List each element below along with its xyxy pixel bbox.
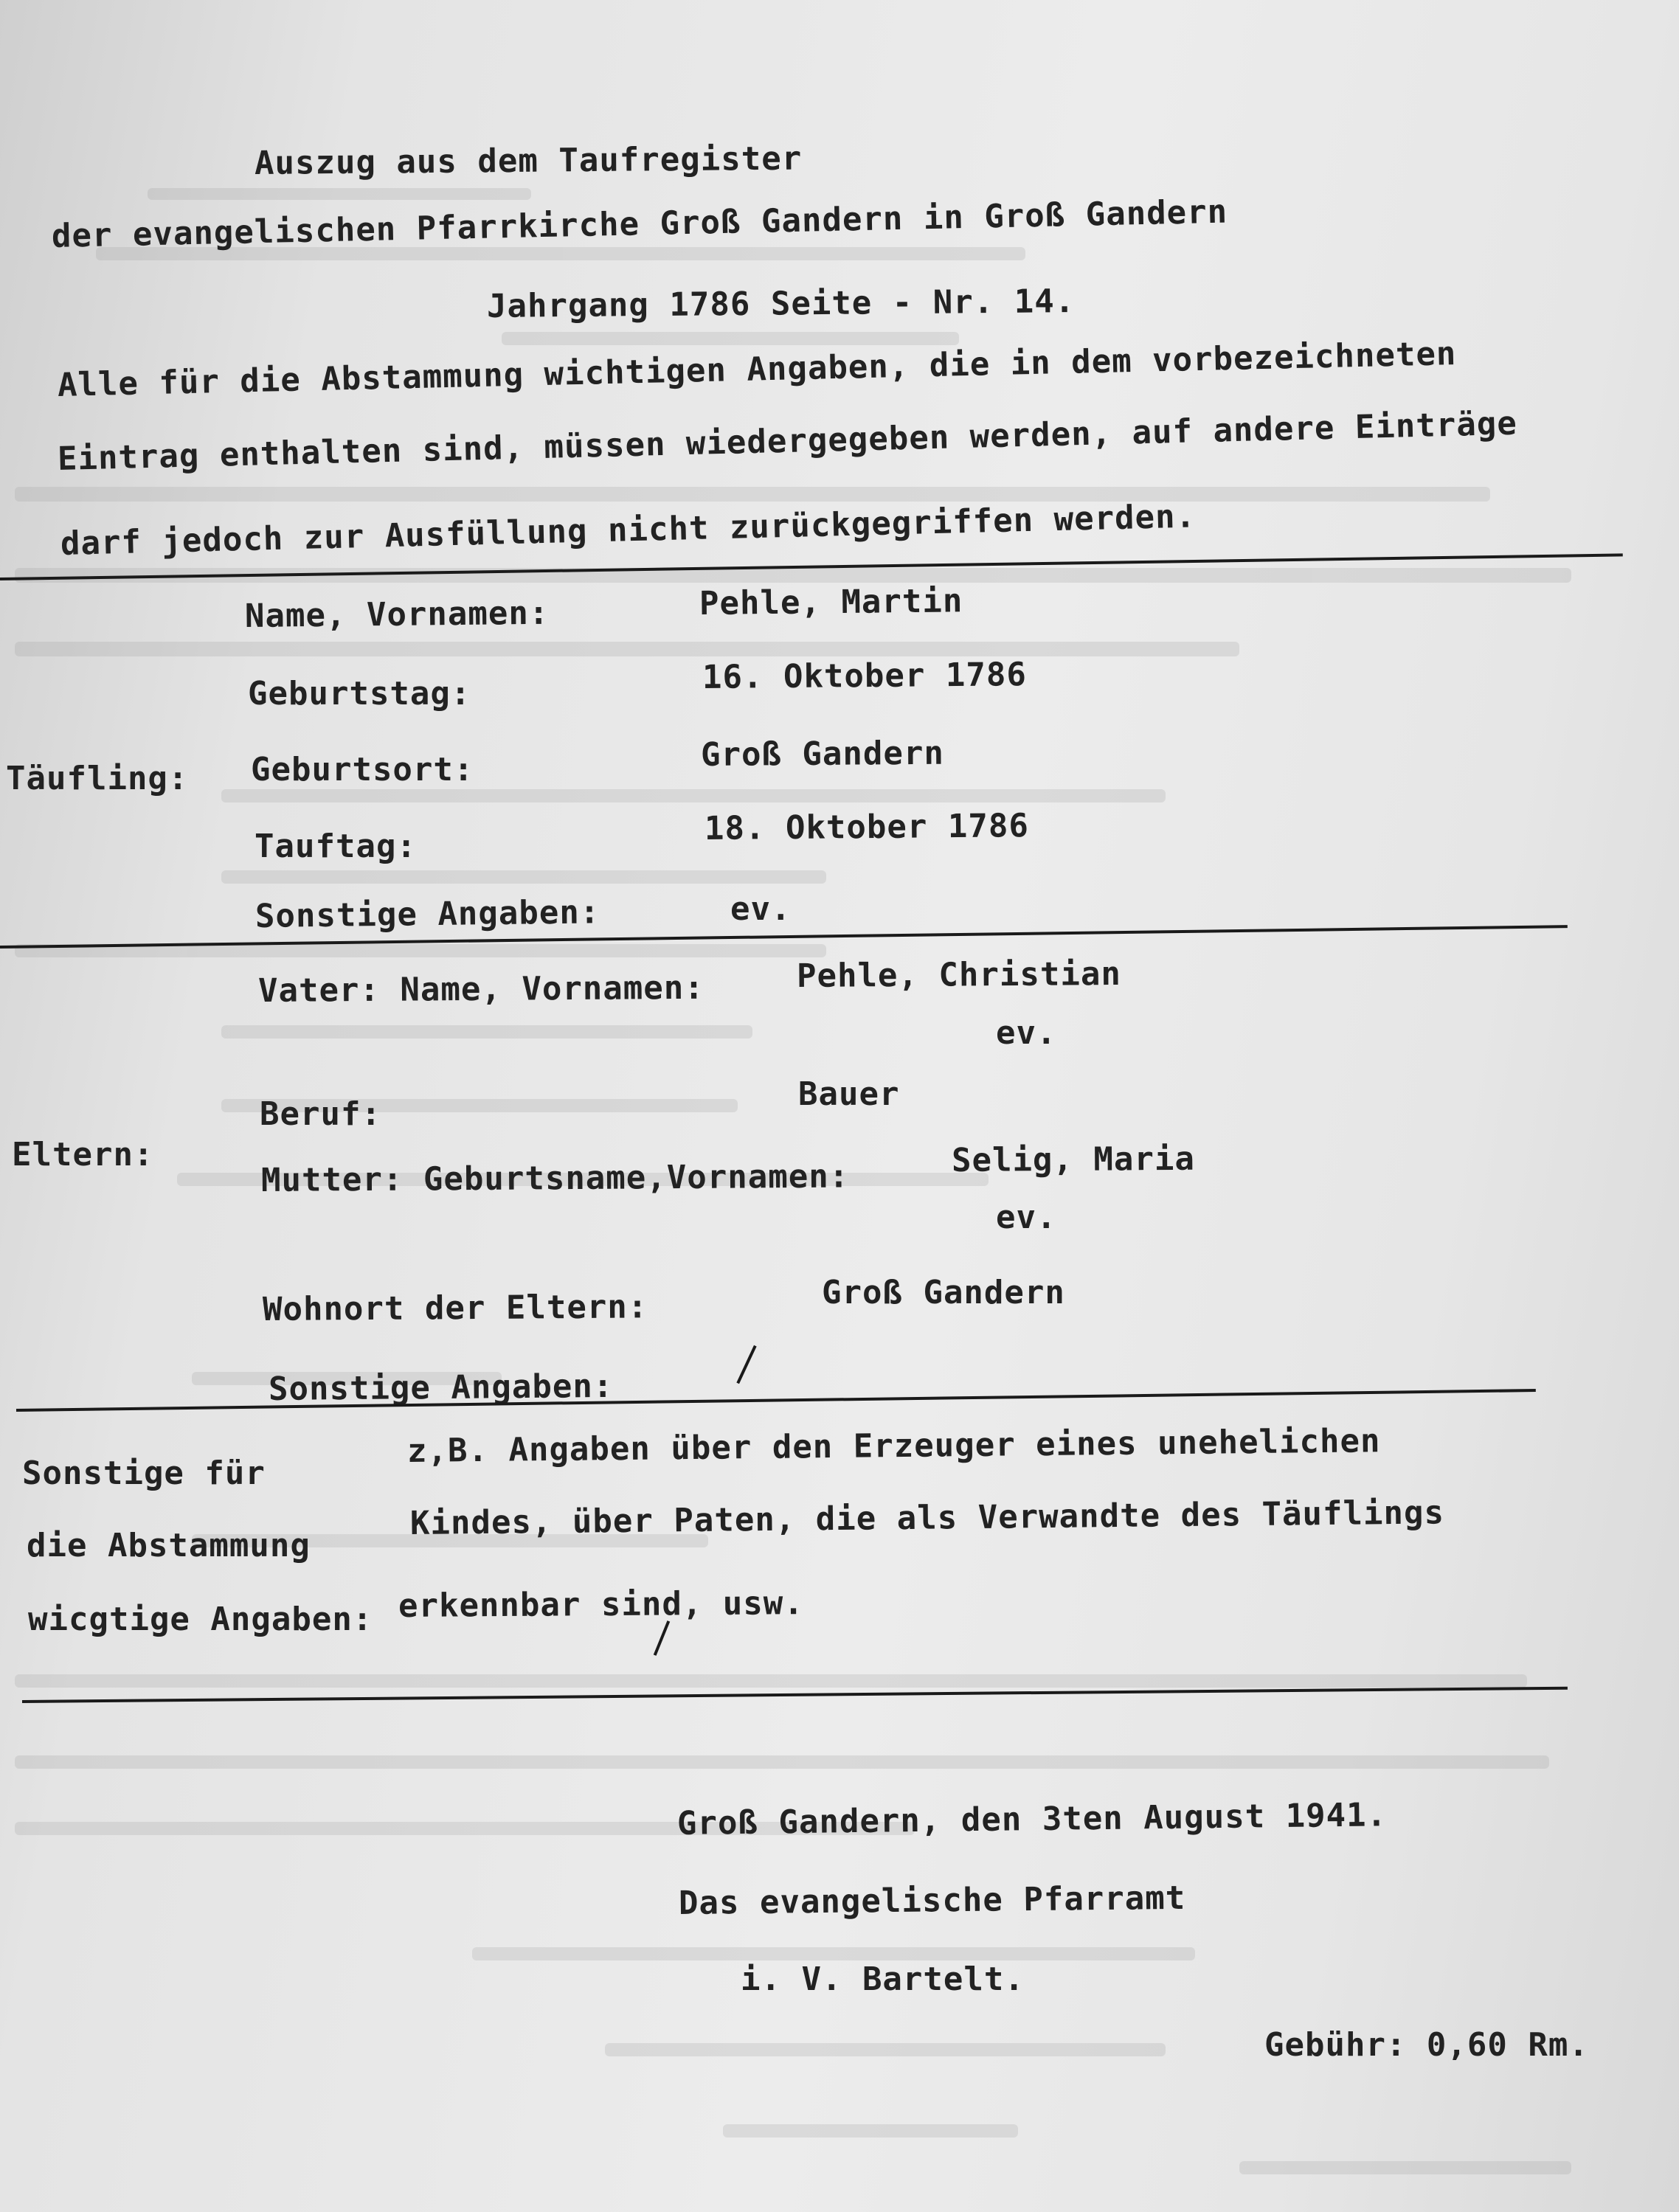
place-and-date: Groß Gandern, den 3ten August 1941. <box>676 1796 1388 1842</box>
sonstige-label-line-1: Sonstige für <box>22 1455 266 1492</box>
sonstige-blank-mark <box>654 1620 670 1656</box>
taeufling-birthplace-label: Geburtsort: <box>251 751 474 788</box>
taeufling-other-label: Sonstige Angaben: <box>255 893 600 935</box>
instruction-line-3: darf jedoch zur Ausfüllung nicht zurückgegriffen werden. <box>60 497 1197 563</box>
mother-label: Mutter: Geburtsname,Vornamen: <box>260 1157 850 1199</box>
taeufling-name-value: Pehle, Martin <box>699 582 963 623</box>
eltern-other-label: Sonstige Angaben: <box>268 1367 614 1408</box>
eltern-section-label: Eltern: <box>12 1136 154 1173</box>
parish-office: Das evangelische Pfarramt <box>678 1879 1186 1922</box>
sonstige-label-line-3: wicgtige Angaben: <box>28 1601 373 1638</box>
header-line-2: der evangelischen Pfarrkirche Groß Gandern in Groß Gandern <box>51 193 1228 255</box>
rule-after-taeufling <box>0 925 1568 949</box>
taeufling-birthplace-value: Groß Gandern <box>700 734 945 774</box>
taeufling-name-label: Name, Vornamen: <box>244 594 550 635</box>
father-value: Pehle, Christian <box>796 954 1122 995</box>
father-label: Vater: Name, Vornamen: <box>257 968 705 1010</box>
taeufling-birthday-value: 16. Oktober 1786 <box>702 656 1028 696</box>
eltern-other-blank-mark <box>736 1345 756 1384</box>
instruction-line-1: Alle für die Abstammung wichtigen Angaben, die in dem vorbezeichneten <box>57 334 1457 404</box>
header-line-3: Jahrgang 1786 Seite - Nr. 14. <box>486 282 1076 325</box>
rule-after-sonstige <box>22 1687 1568 1703</box>
instruction-line-2: Eintrag enthalten sind, müssen wiedergegeben werden, auf andere Einträge <box>57 404 1518 478</box>
taeufling-birthday-label: Geburtstag: <box>248 675 471 713</box>
mother-confession: ev. <box>996 1199 1057 1236</box>
rule-after-eltern <box>16 1389 1536 1412</box>
father-confession: ev. <box>996 1014 1057 1052</box>
taeufling-baptism-value: 18. Oktober 1786 <box>704 807 1030 847</box>
header-line-1: Auszug aus dem Taufregister <box>254 139 803 182</box>
sonstige-text-line-3: erkennbar sind, usw. <box>398 1584 804 1625</box>
taeufling-other-value: ev. <box>730 890 792 928</box>
residence-label: Wohnort der Eltern: <box>262 1288 648 1328</box>
sonstige-text-line-1: z,B. Angaben über den Erzeuger eines unehelichen <box>406 1422 1381 1470</box>
fee-line: Gebühr: 0,60 Rm. <box>1264 2026 1589 2064</box>
sonstige-text-line-2: Kindes, über Paten, die als Verwandte des Täuflings <box>409 1494 1445 1542</box>
occupation-value: Bauer <box>798 1075 900 1113</box>
residence-value: Groß Gandern <box>822 1274 1065 1311</box>
signature-line: i. V. Bartelt. <box>741 1960 1025 1998</box>
taeufling-section-label: Täufling: <box>6 760 189 797</box>
occupation-label: Beruf: <box>260 1095 381 1133</box>
sonstige-label-line-2: die Abstammung <box>27 1527 311 1564</box>
taeufling-baptism-label: Tauftag: <box>255 828 417 865</box>
mother-value: Selig, Maria <box>951 1140 1196 1179</box>
